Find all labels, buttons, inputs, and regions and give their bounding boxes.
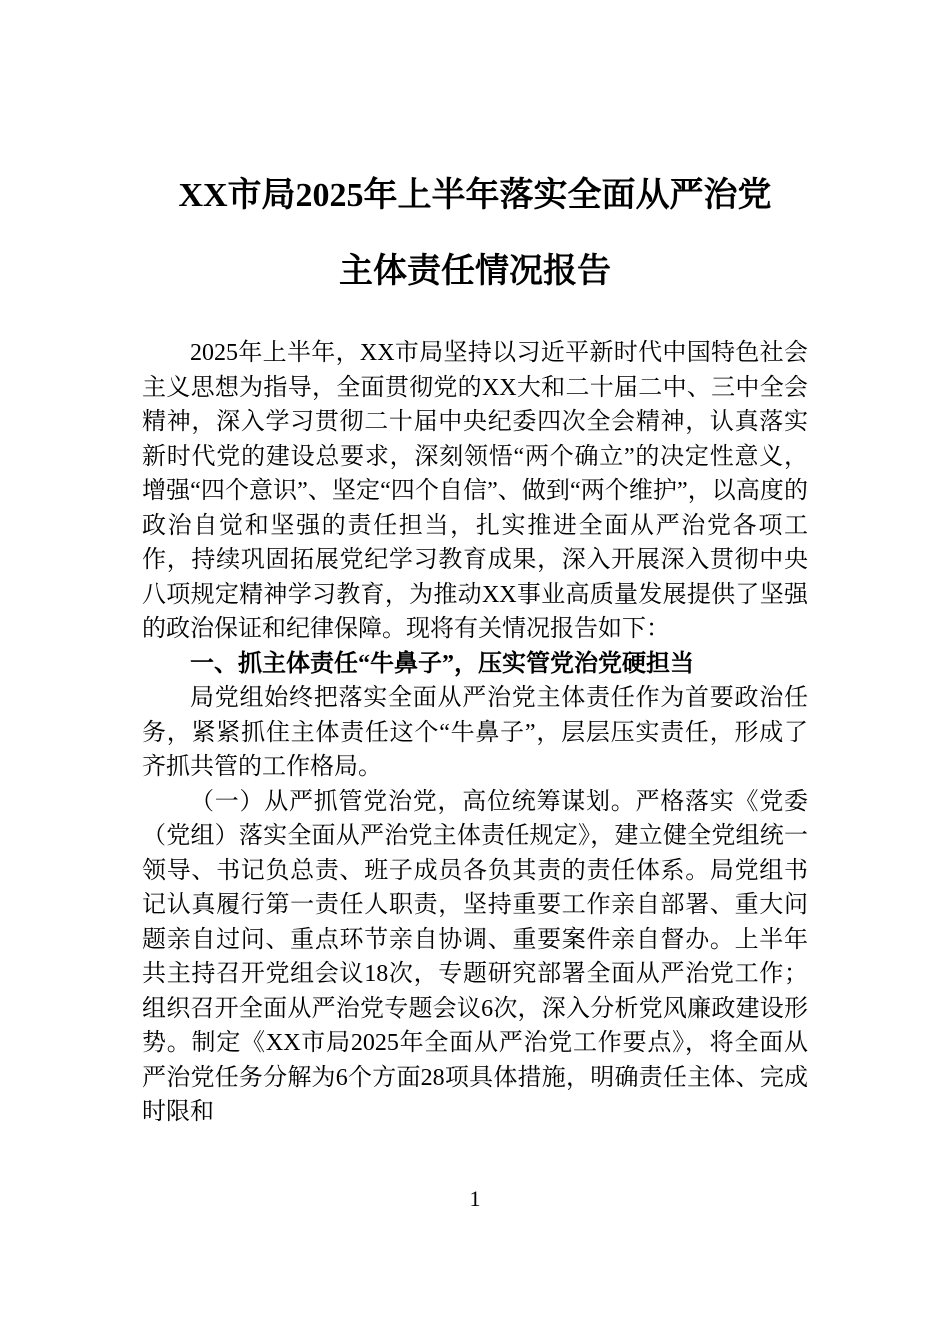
document-title — [142, 158, 808, 310]
title-line-2: 主体责任情况报告 — [339, 253, 611, 290]
title-line-1: XX市局2025年上半年落实全面从严治党 — [178, 177, 772, 214]
paragraph-responsibility: 局党组始终把落实全面从严治党主体责任作为首要政治任务，紧紧抓住主体责任这个“牛鼻子”，层层压实责任，形成了齐抓共管的工作格局。 — [142, 685, 808, 780]
section-heading-1: 一、抓主体责任“牛鼻子”，压实管党治党硬担当 — [190, 650, 694, 677]
page-number: 1 — [469, 1186, 481, 1211]
paragraph-subsection-1: （一）从严抓管党治党，高位统筹谋划。严格落实《党委（党组）落实全面从严治党主体责任规定》，建立健全党组统一领导、书记负总责、班子成员各负其责的责任体系。局党组书记认真履行第一责任人职责，坚持重要工作亲自部署、重大问题亲自过问、重点环节亲自协调、重要案件亲自督办。上半年共主持召开党组会议18次，专题研究部署全面从严治党工作；组织召开全面从严治党专题会议6次，深入分析党风廉政建设形势。制定《XX市局2025年全面从严治党工作要点》，将全面从严治党任务分解为6个方面28项具体措施，明确责任主体、完成时限和 — [142, 788, 808, 1125]
paragraph-intro: 2025年上半年，XX市局坚持以习近平新时代中国特色社会主义思想为指导，全面贯彻党的XX大和二十届二中、三中全会精神，深入学习贯彻二十届中央纪委四次全会精神，认真落实新时代党的建设总要求，深刻领悟“两个确立”的决定性意义，增强“四个意识”、坚定“四个自信”、做到“两个维护”，以高度的政治自觉和坚强的责任担当，扎实推进全面从严治党各项工作，持续巩固拓展党纪学习教育成果，深入开展深入贯彻中央八项规定精神学习教育，为推动XX事业高质量发展提供了坚强的政治保证和纪律保障。现将有关情况报告如下： — [142, 340, 808, 642]
document-body — [142, 336, 808, 1130]
document-content — [142, 158, 808, 1130]
